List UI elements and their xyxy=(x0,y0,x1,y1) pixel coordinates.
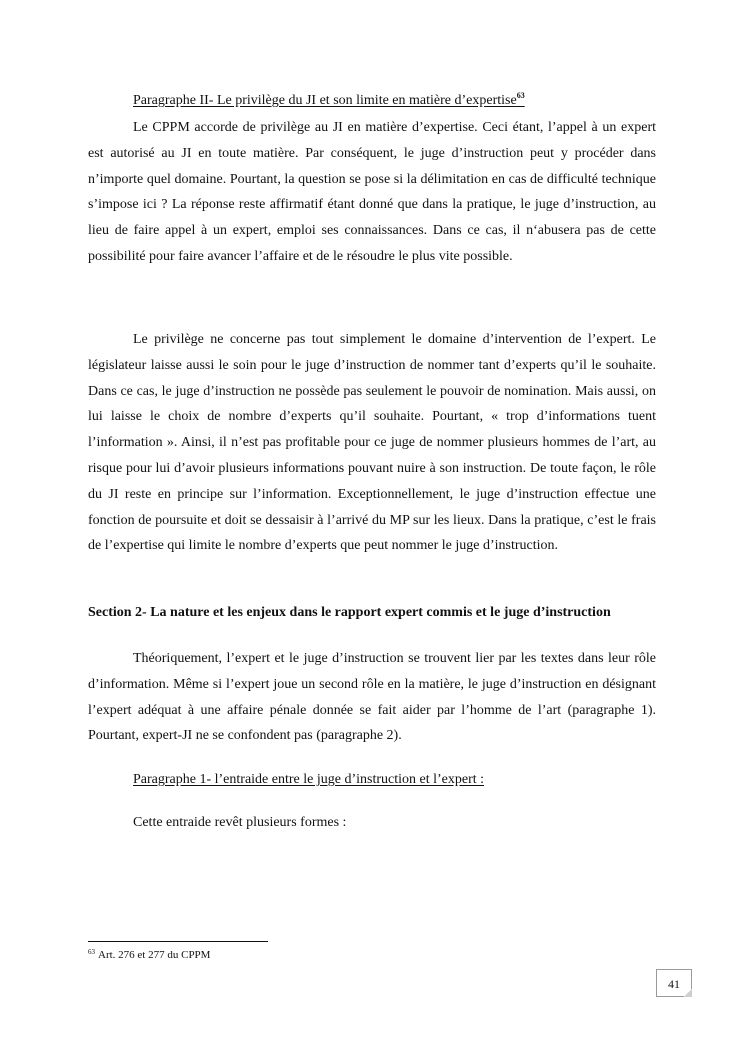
intro-line: Cette entraide revêt plusieurs formes : xyxy=(133,815,347,830)
body-paragraph-3: Théoriquement, l’expert et le juge d’instruction se trouvent lier par les textes dans leur rôle d’information. Même si l’expert joue un second rôle en la matière, le juge d’instruction en désignant l’expert adéquat à une affaire pénale donnée se fait aider par l’homme de l’art (paragraphe 1). Pourtant, expert-JI ne se confondent pas (paragraphe 2). xyxy=(88,651,656,744)
page-number: 41 xyxy=(656,969,692,997)
section-2-heading: Section 2- La nature et les enjeux dans le rapport expert commis et le juge d’instruction xyxy=(88,605,611,620)
paragraph-ii-heading-text: Paragraphe II- Le privilège du JI et son limite en matière d’expertise xyxy=(133,93,517,108)
paragraph-1-heading: Paragraphe 1- l’entraide entre le juge d’instruction et l’expert : xyxy=(133,772,485,787)
footnote-reference: 63 xyxy=(516,91,525,100)
footnote-number: 63 xyxy=(88,948,95,956)
body-paragraph-2: Le privilège ne concerne pas tout simplement le domaine d’intervention de l’expert. Le législateur laisse aussi le soin pour le juge d’instruction de nommer tant d’experts qu’il le souhaite. Dans ce cas, le juge d’instruction ne possède pas seulement le pouvoir de nomination. Mais aussi, on lui laisse le choix de nombre d’experts qu’il souhaite. Pourtant, « trop d’informations tuent l’information ». Ainsi, il n’est pas profitable pour ce juge de nommer plusieurs hommes de l’art, au risque pour lui d’avoir plusieurs informations pouvant nuire à son instruction. De toute façon, le rôle du JI reste en principe sur l’information. Exceptionnellement, le juge d’instruction effectue une fonction de poursuite et doit se dessaisir à l’arrivé du MP sur les lieux. Dans la pratique, c’est le frais de l’expertise qui limite le nombre d’experts que peut nommer le juge d’instruction. xyxy=(88,332,656,554)
body-paragraph-1: Le CPPM accorde de privilège au JI en matière d’expertise. Ceci étant, l’appel à un expert est autorisé au JI en toute matière. Par conséquent, le juge d’instruction peut y procéder dans n’importe quel domaine. Pourtant, la question se pose si la délimitation en cas de difficulté technique s’impose ici ? La réponse reste affirmatif étant donné que dans la pratique, le juge d’instruction, au lieu de faire appel à un expert, emploi ses connaissances. Dans ce cas, il n‘abusera pas de cette possibilité pour faire avancer l’affaire et de le résoudre le plus vite possible. xyxy=(88,120,656,264)
footnote-separator xyxy=(88,941,268,942)
footnote-text: Art. 276 et 277 du CPPM xyxy=(98,949,211,961)
footnote xyxy=(88,948,210,961)
paragraph-ii-heading xyxy=(133,86,525,111)
